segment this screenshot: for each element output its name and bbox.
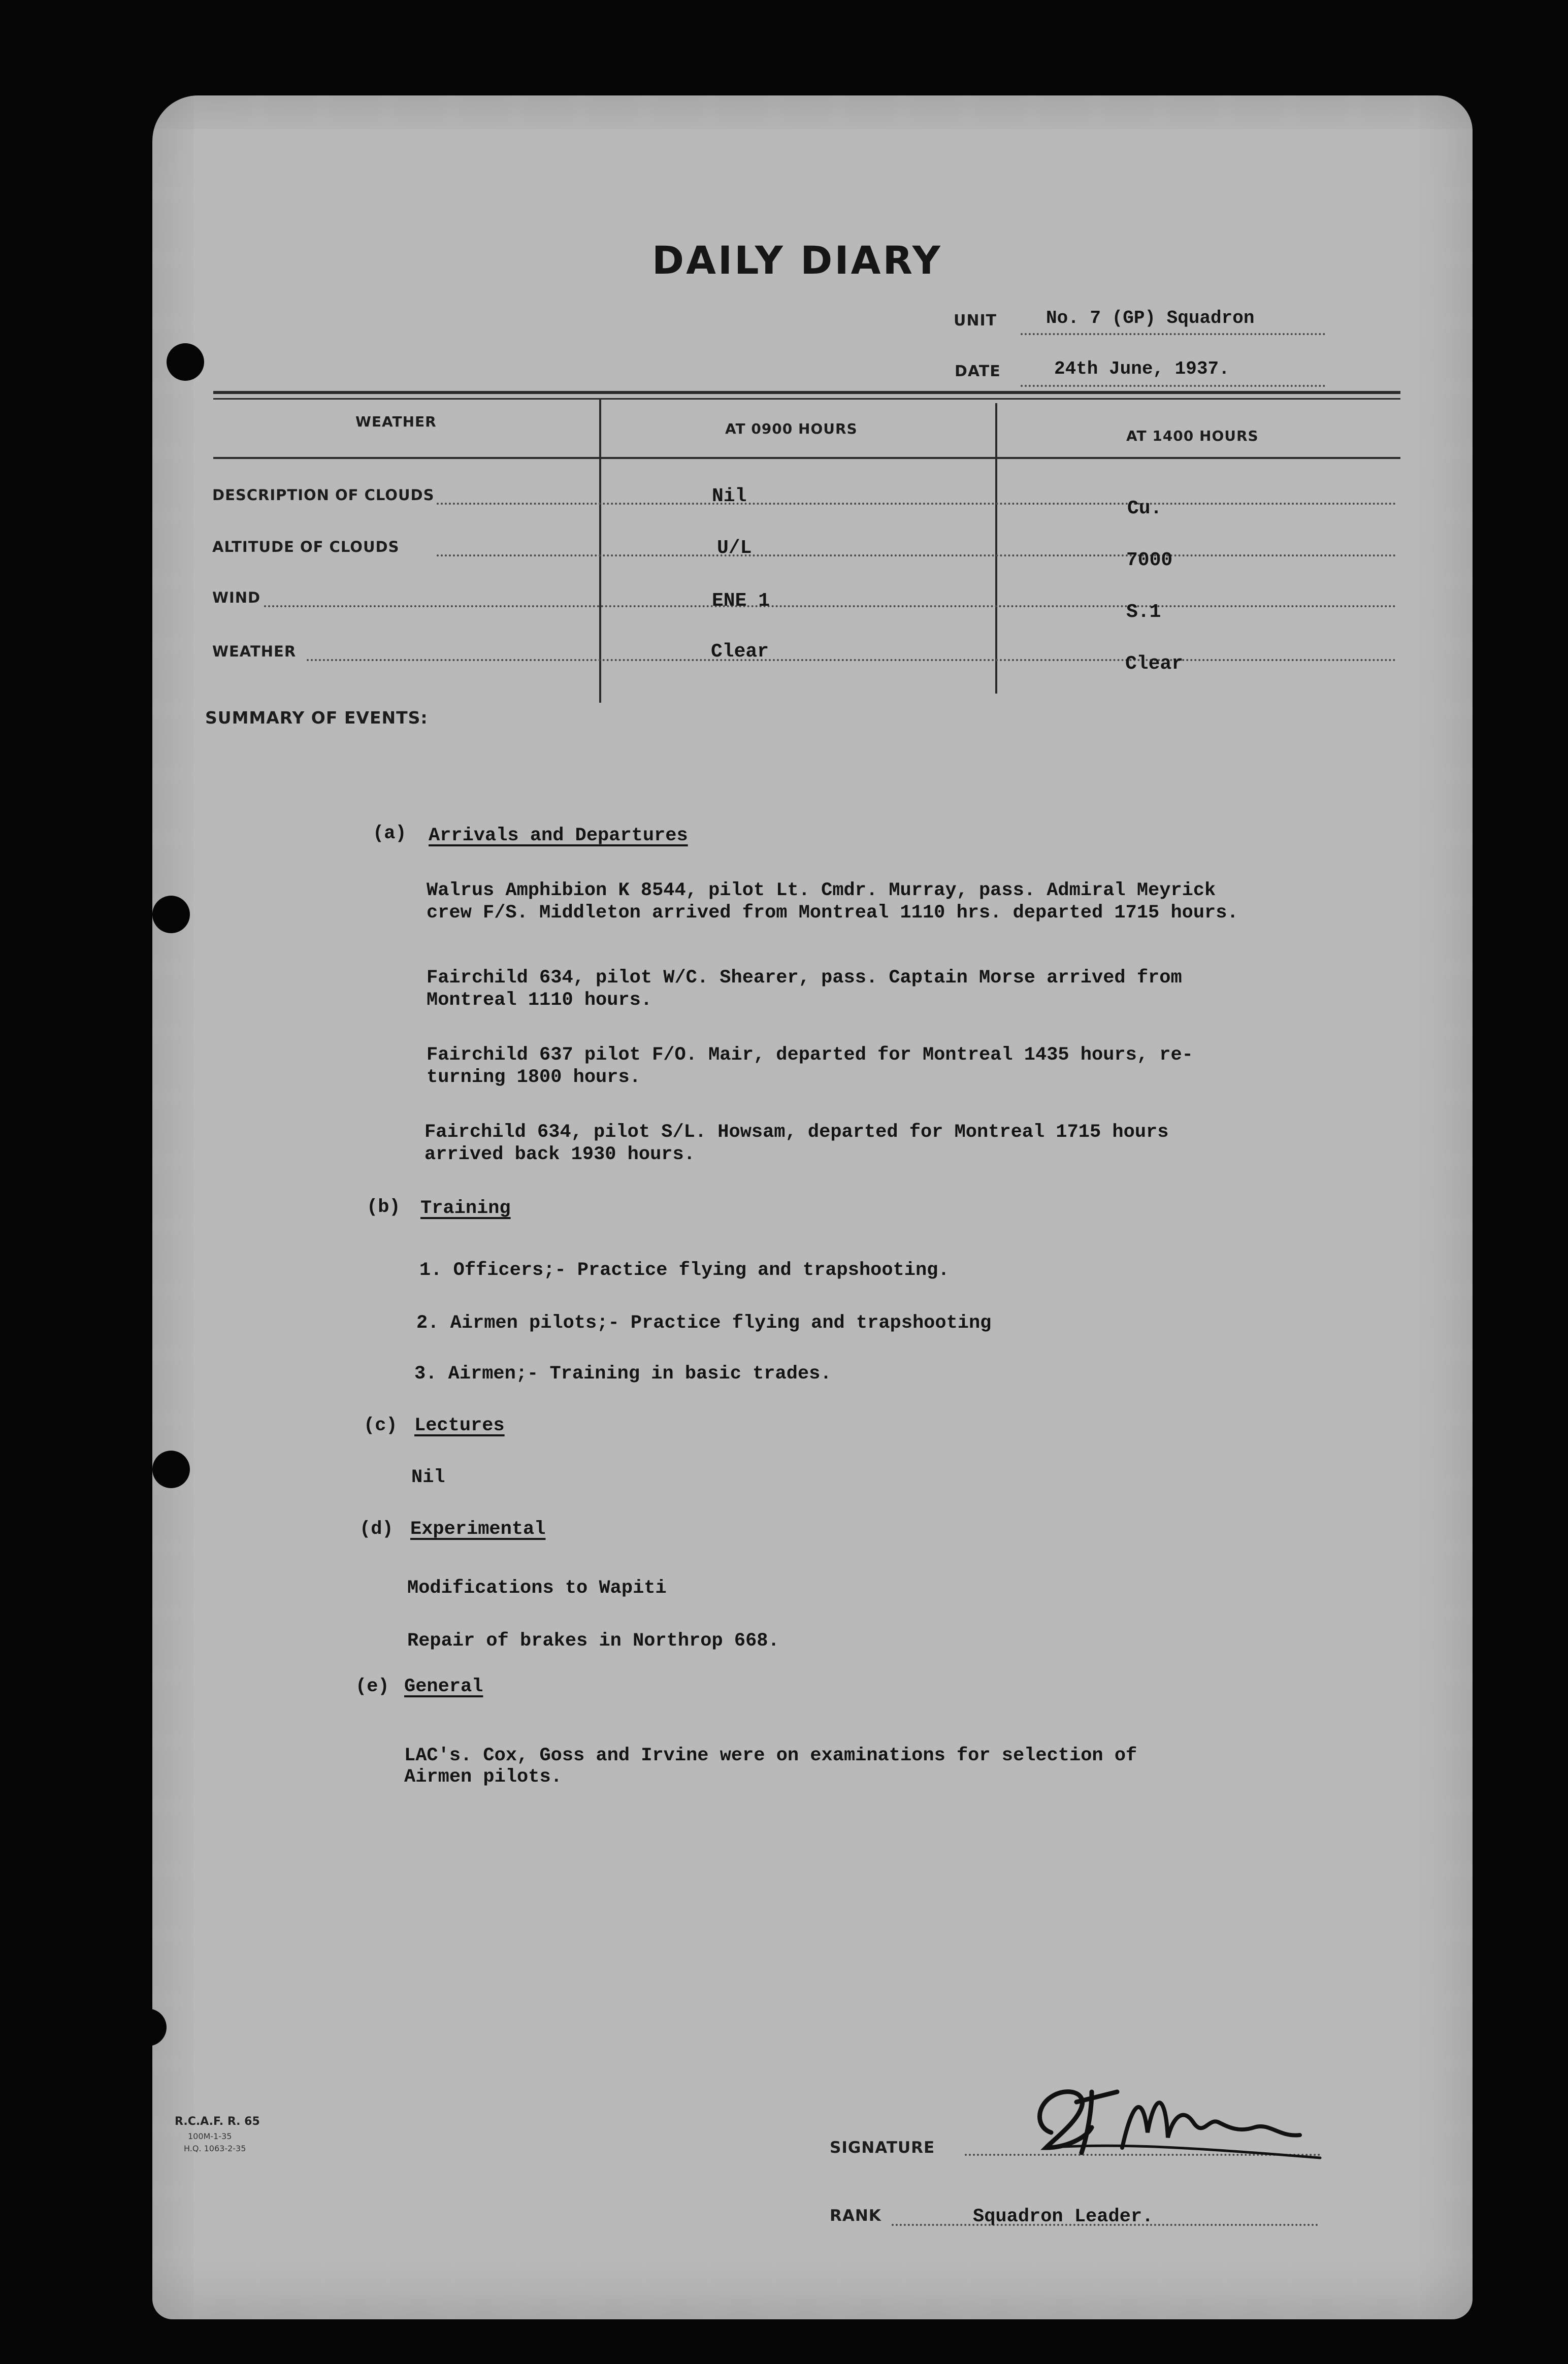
experimental-item-1: Modifications to Wapiti [407, 1578, 667, 1599]
wind-pm: S.1 [1126, 601, 1161, 623]
handwritten-signature [1016, 2072, 1341, 2171]
section-e-heading: General [404, 1676, 483, 1697]
unit-label: UNIT [954, 312, 997, 330]
weather-pm: Clear [1125, 653, 1184, 675]
weather-am: Clear [711, 641, 769, 663]
table-header-rule [213, 457, 1400, 459]
table-top-rule-2 [213, 398, 1400, 400]
arrival-entry-2-line2: Montreal 1110 hours. [427, 990, 652, 1011]
experimental-item-2: Repair of brakes in Northrop 668. [407, 1630, 779, 1652]
binder-hole [167, 343, 204, 381]
general-line-1: LAC's. Cox, Goss and Irvine were on examinations for selection of [404, 1745, 1137, 1766]
table-divider [995, 403, 997, 694]
section-d-marker: (d) [360, 1519, 394, 1540]
section-a-heading: Arrivals and Departures [429, 825, 688, 846]
binder-hole [152, 896, 190, 933]
row-rule [264, 605, 1396, 607]
arrival-entry-4-line2: arrived back 1930 hours. [424, 1144, 695, 1165]
section-a-marker: (a) [373, 823, 407, 844]
rank-label: RANK [830, 2207, 881, 2225]
date-rule [1021, 385, 1325, 387]
signature-label: SIGNATURE [830, 2139, 935, 2157]
arrival-entry-4-line1: Fairchild 634, pilot S/L. Howsam, departed for Montreal 1715 hours [424, 1122, 1169, 1143]
lectures-text: Nil [411, 1467, 445, 1488]
binder-hole [129, 2009, 167, 2046]
section-b-marker: (b) [367, 1197, 401, 1218]
row-rule [437, 554, 1396, 556]
am-header: AT 0900 HOURS [725, 420, 858, 437]
form-id-line2: 100M-1-35 [188, 2131, 232, 2141]
form-id-line3: H.Q. 1063-2-35 [184, 2144, 246, 2153]
form-id-line1: R.C.A.F. R. 65 [175, 2115, 260, 2128]
section-c-marker: (c) [364, 1415, 398, 1436]
table-top-rule [213, 391, 1400, 394]
date-label: DATE [955, 363, 1001, 380]
summary-label: SUMMARY OF EVENTS: [205, 708, 428, 728]
page-title: DAILY DIARY [652, 238, 942, 283]
binder-hole [152, 1451, 190, 1488]
pm-header: AT 1400 HOURS [1126, 428, 1259, 444]
wind-am: ENE 1 [712, 590, 770, 612]
arrival-entry-1-line1: Walrus Amphibion K 8544, pilot Lt. Cmdr. Murray, pass. Admiral Meyrick [427, 880, 1216, 901]
weather-header: WEATHER [355, 413, 437, 430]
clouds-description-pm: Cu. [1127, 498, 1162, 519]
clouds-description-label: DESCRIPTION OF CLOUDS [212, 486, 435, 504]
section-e-marker: (e) [355, 1676, 389, 1697]
clouds-altitude-label: ALTITUDE OF CLOUDS [212, 538, 400, 555]
unit-value: No. 7 (GP) Squadron [1046, 308, 1255, 329]
table-divider [599, 398, 601, 703]
date-value: 24th June, 1937. [1054, 358, 1230, 379]
row-rule [437, 503, 1396, 505]
rank-value: Squadron Leader. [973, 2206, 1154, 2227]
training-item-2: 2. Airmen pilots;- Practice flying and trapshooting [416, 1312, 992, 1334]
arrival-entry-3-line1: Fairchild 637 pilot F/O. Mair, departed for Montreal 1435 hours, re- [427, 1044, 1193, 1066]
wind-label: WIND [212, 589, 261, 606]
section-b-heading: Training [420, 1198, 511, 1219]
clouds-altitude-pm: 7000 [1126, 549, 1173, 571]
weather-label: WEATHER [212, 643, 297, 660]
arrival-entry-3-line2: turning 1800 hours. [427, 1067, 641, 1088]
arrival-entry-2-line1: Fairchild 634, pilot W/C. Shearer, pass. Captain Morse arrived from [427, 967, 1182, 989]
clouds-description-am: Nil [712, 485, 747, 507]
section-d-heading: Experimental [410, 1519, 546, 1540]
training-item-1: 1. Officers;- Practice flying and trapshooting. [419, 1260, 950, 1281]
training-item-3: 3. Airmen;- Training in basic trades. [414, 1363, 832, 1385]
row-rule [307, 659, 1396, 661]
clouds-altitude-am: U/L [717, 537, 752, 559]
general-line-2: Airmen pilots. [404, 1766, 562, 1788]
section-c-heading: Lectures [414, 1415, 505, 1436]
unit-rule [1021, 333, 1325, 335]
arrival-entry-1-line2: crew F/S. Middleton arrived from Montreal 1110 hrs. departed 1715 hours. [427, 902, 1238, 924]
